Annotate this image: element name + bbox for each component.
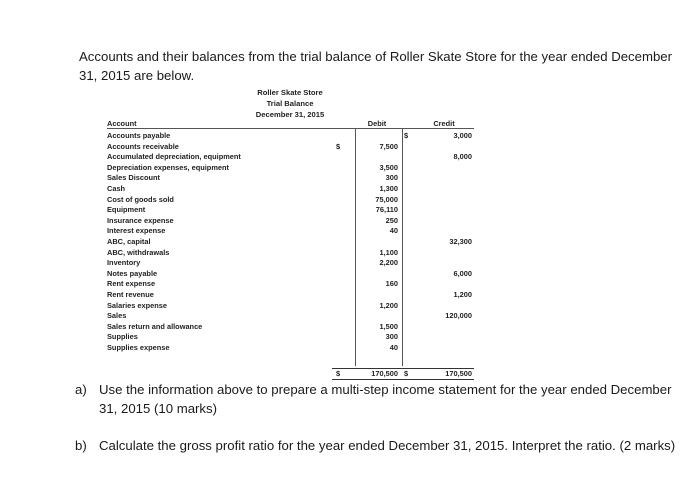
account-name: Interest expense: [107, 226, 166, 236]
debit-amount: 2,200: [379, 258, 398, 268]
debit-column-header: Debit: [367, 119, 387, 128]
account-name: Supplies: [107, 332, 138, 342]
debit-amount: 40: [389, 226, 398, 236]
debit-amount: 40: [389, 343, 398, 352]
account-name: Supplies expense: [107, 343, 170, 352]
credit-amount: 8,000: [453, 152, 472, 162]
debit-amount: 1,100: [379, 247, 398, 257]
account-name: Accounts payable: [107, 131, 171, 140]
account-name: Accounts receivable: [107, 141, 179, 151]
debit-amount: 7,500: [379, 141, 398, 151]
table-row: [107, 279, 474, 288]
table-row: [107, 142, 474, 151]
table-row: [107, 269, 474, 278]
account-name: Inventory: [107, 258, 141, 268]
credit-total-sign: $: [404, 369, 409, 378]
question-text: Calculate the gross profit ratio for the year ended December 31, 2015. Interpret the ratio. (2 marks): [99, 438, 676, 453]
credit-column-header: Credit: [433, 119, 455, 128]
table-row: [107, 173, 474, 182]
company-name: Roller Skate Store: [257, 88, 323, 97]
table-row: [107, 205, 474, 214]
debit-amount: 250: [385, 215, 398, 225]
table-row: [107, 332, 474, 341]
table-row: [107, 131, 474, 140]
question-label: b): [75, 438, 87, 453]
account-name: Sales return and allowance: [107, 321, 203, 331]
account-name: Cost of goods sold: [107, 194, 174, 204]
credit-amount: 1,200: [453, 290, 472, 299]
trial-balance-heading: [230, 87, 350, 120]
table-row: [107, 290, 474, 299]
debit-amount: 1,500: [379, 321, 398, 331]
account-name: ABC, capital: [107, 237, 151, 246]
debit-amount: 300: [385, 332, 398, 342]
table-row: [107, 195, 474, 204]
table-row: [107, 184, 474, 193]
question-text: Use the information above to prepare a multi-step income statement for the year ended December 31, 2015 (10 marks): [99, 382, 672, 416]
debit-sign: $: [336, 141, 341, 151]
table-row: [107, 322, 474, 331]
question-label: a): [75, 382, 87, 397]
account-name: Rent revenue: [107, 290, 154, 299]
credit-amount: 6,000: [453, 268, 472, 278]
debit-amount: 75,000: [375, 194, 398, 204]
credit-amount: 32,300: [449, 237, 472, 246]
debit-amount: 76,110: [375, 205, 398, 215]
account-column-header: Account: [107, 119, 137, 128]
header-rule: [107, 128, 474, 129]
table-row: [107, 258, 474, 267]
trial-balance-table: [107, 119, 487, 384]
intro-text: Accounts and their balances from the trial balance of Roller Skate Store for the year ended December 31, 2015 are below.: [79, 49, 673, 83]
account-name: Insurance expense: [107, 215, 174, 225]
account-name: Sales Discount: [107, 173, 160, 183]
statement-title: Trial Balance: [266, 99, 314, 108]
account-name: Salaries expense: [107, 300, 167, 310]
table-row: [107, 226, 474, 235]
account-name: Depreciation expenses, equipment: [107, 162, 229, 172]
account-name: ABC, withdrawals: [107, 247, 170, 257]
credit-total: 170,500: [445, 369, 472, 378]
account-name: Notes payable: [107, 268, 158, 278]
credit-sign: $: [404, 131, 409, 140]
table-row: [107, 311, 474, 320]
credit-amount: 120,000: [445, 311, 472, 321]
table-row: [107, 343, 474, 352]
account-name: Rent expense: [107, 279, 156, 289]
table-row: [107, 237, 474, 246]
debit-amount: 160: [385, 279, 398, 289]
debit-amount: 1,300: [379, 184, 398, 193]
debit-total: 170,500: [371, 369, 398, 378]
table-row: [107, 301, 474, 310]
account-name: Cash: [107, 184, 126, 193]
table-row: [107, 163, 474, 172]
account-name: Sales: [107, 311, 127, 321]
debit-amount: 300: [385, 173, 398, 183]
table-row: [107, 248, 474, 257]
table-row: [107, 216, 474, 225]
statement-date: December 31, 2015: [255, 110, 325, 119]
table-row: [107, 152, 474, 161]
account-name: Accumulated depreciation, equipment: [107, 152, 241, 162]
credit-amount: 3,000: [453, 131, 472, 140]
debit-amount: 1,200: [379, 300, 398, 310]
debit-total-sign: $: [336, 369, 341, 378]
account-name: Equipment: [107, 205, 146, 215]
debit-amount: 3,500: [379, 162, 398, 172]
